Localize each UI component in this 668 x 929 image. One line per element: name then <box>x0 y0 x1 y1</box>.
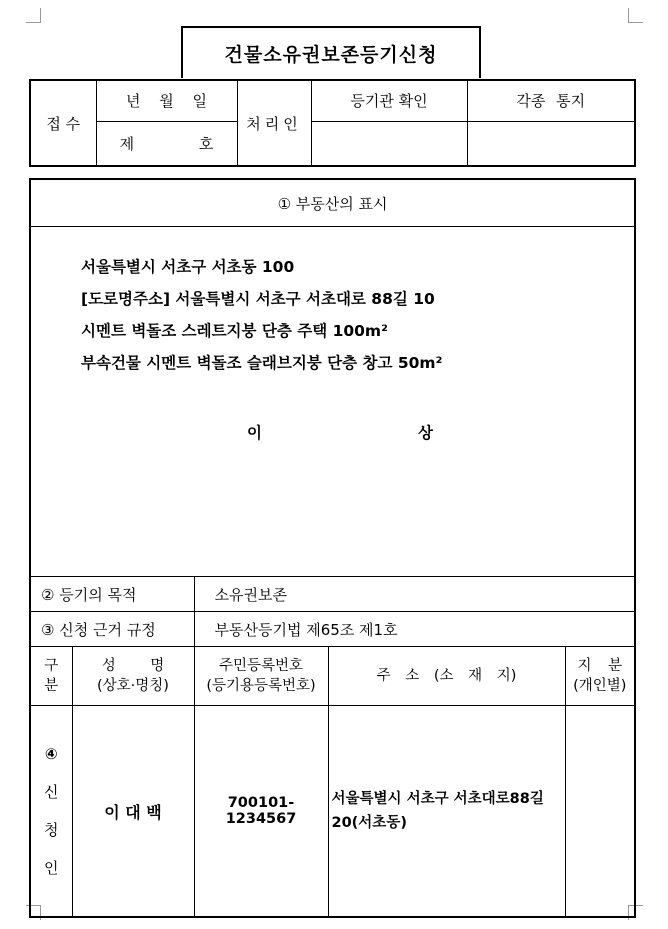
notices-field[interactable] <box>467 121 635 166</box>
registrar-confirm-label: 등기관 확인 <box>311 80 467 121</box>
purpose-label: ② 등기의 목적 <box>30 577 194 612</box>
header-share: 지 분 (개인별) <box>565 647 635 706</box>
application-table <box>29 178 636 918</box>
property-description <box>30 227 635 577</box>
property-line-1: 서울특별시 서초구 서초동 100 <box>81 258 295 276</box>
notices-label: 각종 통지 <box>467 80 635 121</box>
property-line-2: [도로명주소] 서울특별시 서초구 서초대로 88길 10 <box>81 290 435 308</box>
applicant-name: 이 대 백 <box>72 706 194 918</box>
document-title: 건물소유권보존등기신청 <box>181 26 481 78</box>
receipt-number-label: 제 호 <box>96 121 237 166</box>
receipt-table <box>29 79 636 167</box>
legal-basis-value: 부동산등기법 제65조 제1호 <box>194 612 635 647</box>
header-name: 성 명 (상호·명칭) <box>72 647 194 706</box>
crop-mark-top-right <box>628 8 643 23</box>
applicant-header-row <box>30 647 635 706</box>
header-address: 주 소 (소 재 지) <box>328 647 565 706</box>
receipt-label: 접 수 <box>30 80 96 166</box>
end-mark-right: 상 <box>418 424 433 442</box>
applicant-row <box>30 706 635 918</box>
processor-label: 처리인 <box>237 80 311 166</box>
applicant-id: 700101-1234567 <box>194 706 328 918</box>
applicant-address: 서울특별시 서초구 서초대로88길 20(서초동) <box>328 706 565 918</box>
receipt-date-label: 년 월 일 <box>96 80 237 121</box>
applicant-category: ④ 신 청 인 <box>30 706 72 918</box>
end-mark <box>81 421 634 445</box>
end-mark-left: 이 <box>247 424 262 442</box>
header-id: 주민등록번호 (등기용등록번호) <box>194 647 328 706</box>
crop-mark-top-left <box>26 8 41 23</box>
legal-basis-label: ③ 신청 근거 규정 <box>30 612 194 647</box>
property-line-3: 시멘트 벽돌조 스레트지붕 단층 주택 100m² <box>81 322 388 340</box>
header-category: 구 분 <box>30 647 72 706</box>
property-section-title: ① 부동산의 표시 <box>30 179 635 227</box>
applicant-share[interactable] <box>565 706 635 918</box>
registrar-confirm-field[interactable] <box>311 121 467 166</box>
purpose-value: 소유권보존 <box>194 577 635 612</box>
property-line-4: 부속건물 시멘트 벽돌조 슬래브지붕 단층 창고 50m² <box>81 354 443 372</box>
